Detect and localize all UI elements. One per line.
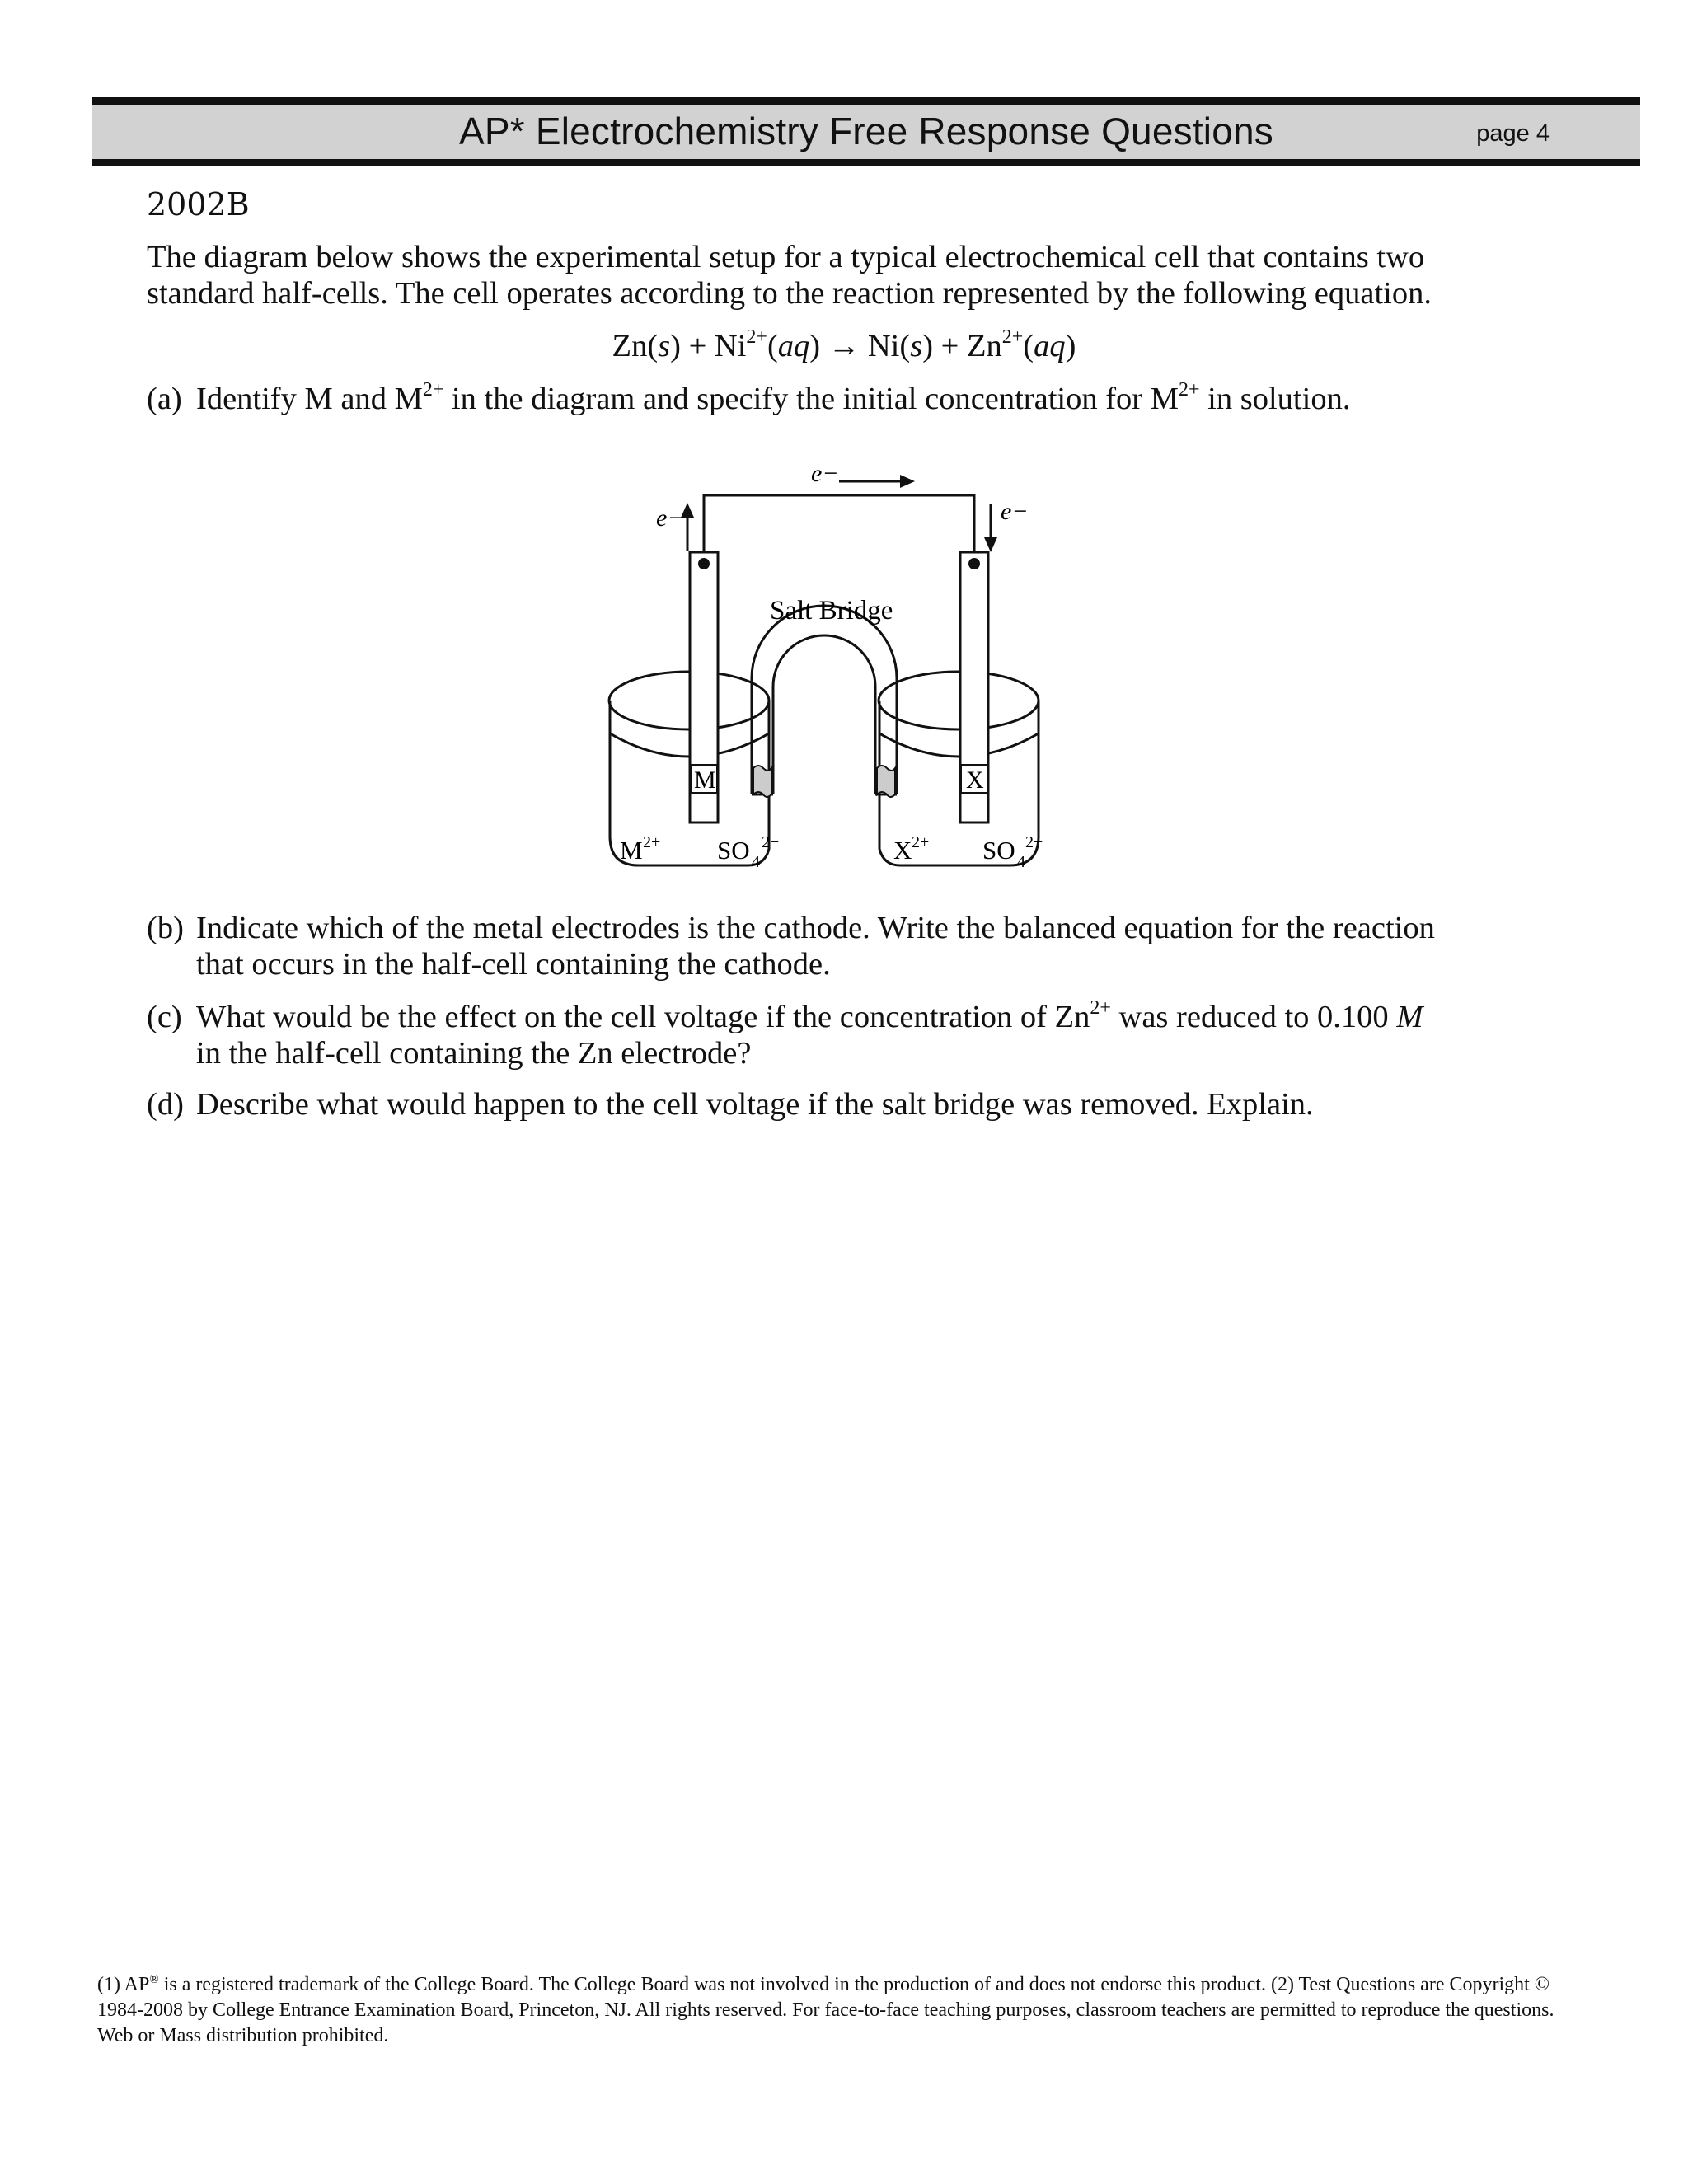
svg-text:2+: 2+ [912,833,930,851]
electron-label-top: e− [811,460,839,487]
page-header [92,97,1640,166]
salt-bridge-label: Salt Bridge [770,596,893,626]
electrode-label-m: M [694,766,716,794]
svg-text:4: 4 [752,853,760,871]
left-cation [620,833,660,865]
intro-line-1: The diagram below shows the experimental setup for a typical electrochemical cell that contains two [147,240,1425,274]
part-b-label: (b) [147,911,184,945]
part-a-label: (a) [147,382,182,416]
right-cotton-plug [877,766,895,797]
salt-bridge-inner [773,635,875,794]
svg-text:2+: 2+ [643,833,661,851]
part-c-label: (c) [147,1000,182,1034]
part-a-text: Identify M and $M^{2+}$ in the diagram and specify the initial concentration for $M^{2+}$ in solution. [196,379,1351,416]
electrochemical-cell-diagram [602,460,1096,888]
electrode-label-x: X [966,766,984,794]
left-electrode-contact [698,558,710,569]
page-title: AP* Electrochemistry Free Response Questions [459,110,1273,152]
svg-text:SO: SO [717,836,750,865]
svg-text:M: M [620,836,643,865]
copyright-footer: (1) AP® is a registered trademark of the College Board. The College Board was not involved in the production of and does not endorse this product. (2) Test Questions are Copyright © 1984-2008 by College Entrance Examination Board, Princeton, NJ. All rights reserved. For face-to-face teaching purposes, classroom teachers are permitted to reproduce the questions. Web or Mass distribution prohibited. [97,1973,1554,2046]
right-electrode-contact [968,558,980,569]
svg-text:SO: SO [982,836,1015,865]
part-c-line-1: What would be the effect on the cell voltage if the concentration of $Zn^{2+}$ was reduced to 0.100 M [196,997,1423,1034]
electron-label-right: e− [1001,498,1029,525]
right-cation [893,833,929,865]
right-beaker-rim [879,672,1039,729]
svg-text:2−: 2− [762,833,780,851]
part-b-line-1: Indicate which of the metal electrodes is the cathode. Write the balanced equation for the reaction [196,911,1435,945]
left-cotton-plug [753,766,771,797]
part-d-label: (d) [147,1087,184,1122]
svg-text:4: 4 [1017,853,1025,871]
external-wire [704,495,974,562]
part-b-line-2: that occurs in the half-cell containing the cathode. [196,947,831,982]
electron-label-left: e− [656,504,684,532]
part-c-line-2: in the half-cell containing the Zn electrode? [196,1036,752,1071]
intro-line-2: standard half-cells. The cell operates according to the reaction represented by the following equation. [147,276,1432,311]
right-arrow-icon [984,537,997,552]
part-d-text: Describe what would happen to the cell voltage if the salt bridge was removed. Explain. [196,1087,1314,1122]
top-arrow-icon [900,475,915,488]
question-year: 2002B [147,186,250,223]
svg-text:X: X [893,836,912,865]
svg-text:2−: 2− [1025,833,1043,851]
page-number: page 4 [1476,120,1550,147]
reaction-equation: $Zn(s) + Ni^{2+}(aq) \to Ni(s) + Zn^{2+}(aq)$ [612,326,1076,363]
